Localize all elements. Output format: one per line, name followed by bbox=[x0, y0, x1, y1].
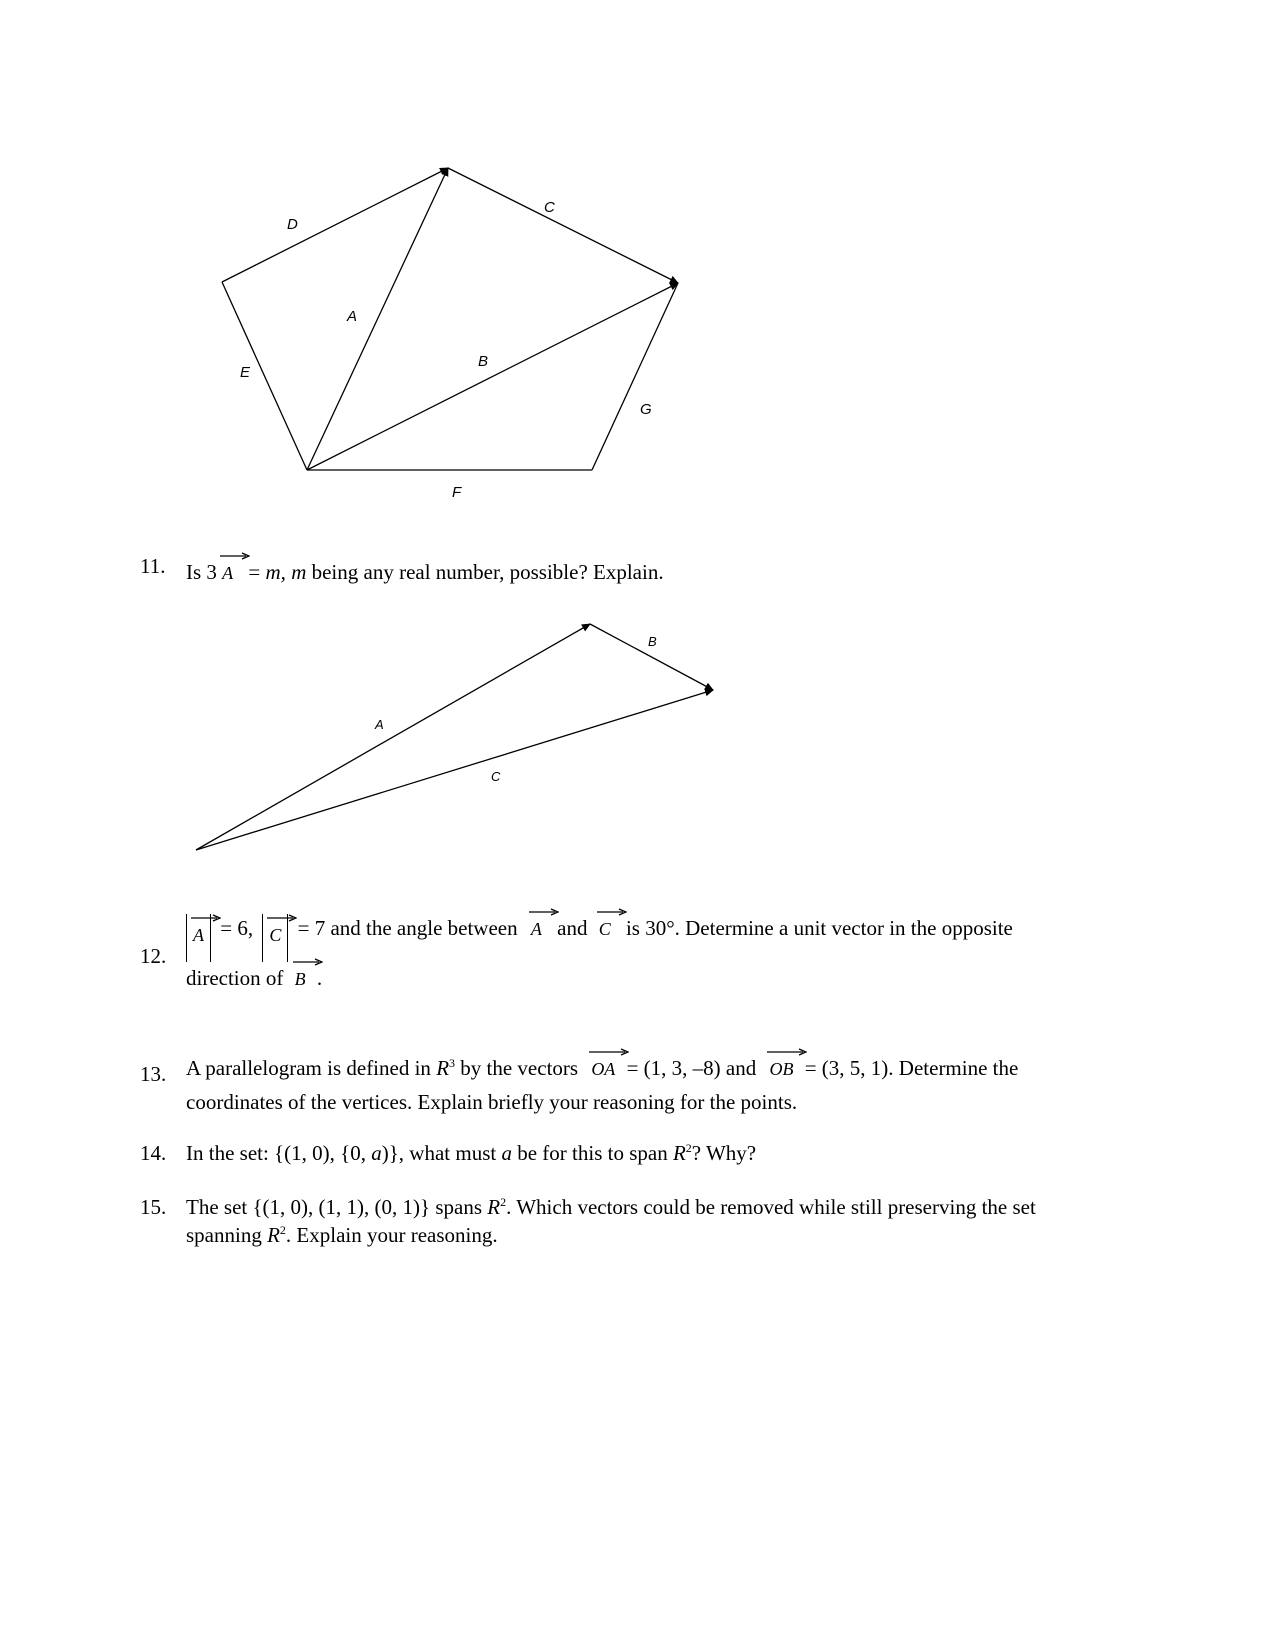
vector-oa-symbol: OA bbox=[591, 1048, 615, 1078]
vector-a-symbol: A bbox=[531, 908, 542, 938]
magnitude-c: C bbox=[262, 914, 288, 962]
question-text-line2: coordinates of the vertices. Explain briefly your reasoning for the points. bbox=[186, 1090, 798, 1114]
question-number: 11. bbox=[140, 554, 166, 578]
vector-c-symbol: C bbox=[599, 908, 611, 938]
label-c2: C bbox=[491, 769, 501, 784]
label-e: E bbox=[240, 364, 251, 381]
question-14 bbox=[140, 1139, 1240, 1171]
question-text: A parallelogram is defined in $R^3$ by the vectors OA = (1, 3, –8) and OB = (3, 5, 1). Determine the bbox=[186, 1048, 1018, 1082]
label-b2: B bbox=[648, 634, 657, 649]
vector-c2 bbox=[196, 690, 713, 850]
label-g: G bbox=[640, 401, 652, 418]
vector-ob-symbol: OB bbox=[769, 1048, 793, 1078]
question-number: 15. bbox=[140, 1195, 167, 1219]
vector-b-symbol: B bbox=[295, 958, 306, 988]
vector-a2 bbox=[196, 624, 590, 850]
label-b: B bbox=[478, 353, 489, 370]
question-number: 13. bbox=[140, 1062, 167, 1086]
label-a2: A bbox=[375, 717, 384, 732]
label-f: F bbox=[452, 484, 462, 501]
question-15 bbox=[140, 1193, 1240, 1253]
question-text-line2: spanning $R^2$. Explain your reasoning. bbox=[186, 1223, 498, 1247]
question-13 bbox=[140, 1048, 1240, 1118]
question-12 bbox=[140, 908, 1240, 1018]
label-d: D bbox=[287, 216, 298, 233]
question-text: The set {(1, 0), (1, 1), (0, 1)} spans $R^2$. Which vectors could be removed while still preserving the set bbox=[186, 1195, 1036, 1219]
label-c: C bbox=[544, 199, 555, 216]
question-number: 14. bbox=[140, 1141, 167, 1165]
magnitude-a: A bbox=[186, 914, 211, 962]
vector-a-symbol: A bbox=[222, 552, 233, 582]
question-text-line2: direction of B . bbox=[186, 958, 322, 992]
question-text: In the set: {(1, 0), {0, a)}, what must a be for this to span $R^2$? Why? bbox=[186, 1141, 757, 1165]
label-a: A bbox=[347, 308, 358, 325]
question-number: 12. bbox=[140, 944, 167, 968]
question-text: Is 3 A = m, m being any real number, possible? Explain. bbox=[186, 552, 664, 586]
question-text: A = 6, C = 7 and the angle between A and C is 30°. Determine a unit vector in the opposite bbox=[186, 908, 1013, 962]
